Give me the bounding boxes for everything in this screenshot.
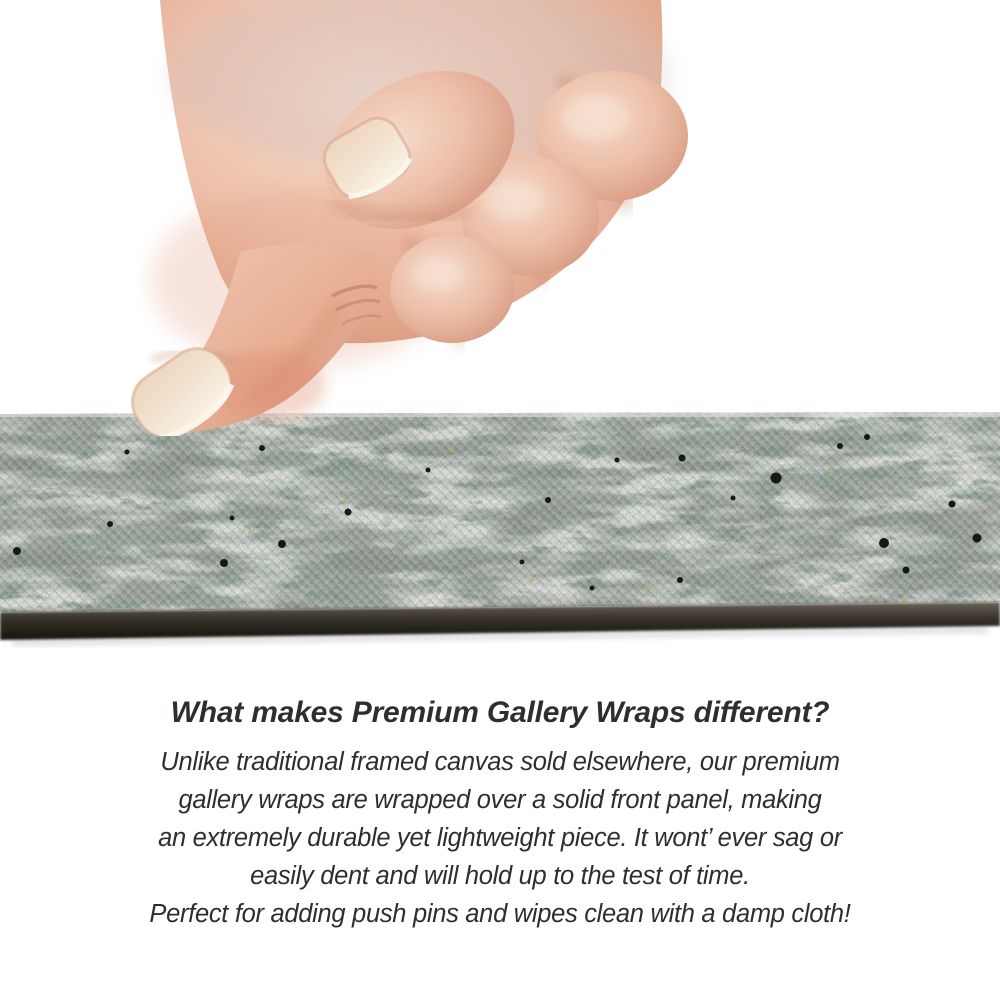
fist <box>121 0 688 436</box>
body-line: gallery wraps are wrapped over a solid front panel, making <box>178 786 822 814</box>
canvas-edge-photo <box>0 412 1000 652</box>
body-line: an extremely durable yet lightweight piece. It wont’ ever sag or <box>158 824 842 852</box>
body-line: Perfect for adding push pins and wipes clean with a damp cloth! <box>149 900 851 928</box>
hand-pressing-canvas-photo <box>0 0 1000 436</box>
copy-block <box>0 692 1000 933</box>
canvas-texture <box>0 412 1000 612</box>
body-line: easily dent and will hold up to the test of time. <box>250 862 750 890</box>
knuckle-ring <box>390 235 514 343</box>
body-line: Unlike traditional framed canvas sold elsewhere, our premium <box>160 748 840 776</box>
headline: What makes Premium Gallery Wraps different? <box>170 696 830 729</box>
